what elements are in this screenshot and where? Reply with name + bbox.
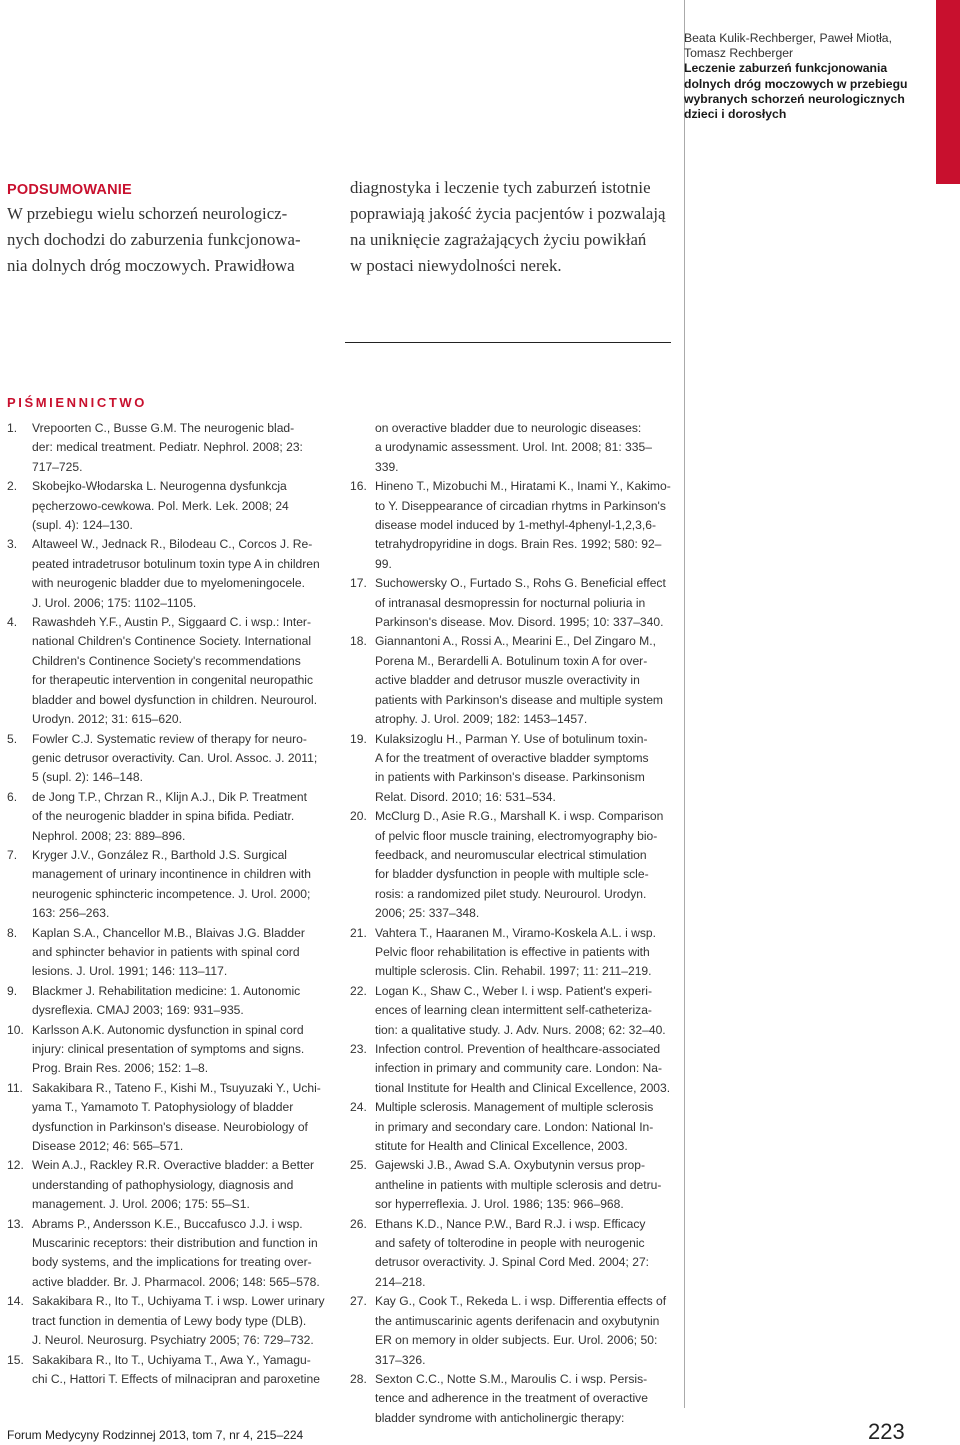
reference-text-line: Relat. Disord. 2010; 16: 531–534.	[375, 789, 556, 804]
reference-number: 17.	[350, 576, 367, 591]
header-title-line: dzieci i dorosłych	[684, 107, 787, 122]
reference-number: 4.	[7, 615, 18, 630]
summary-line: W przebiegu wielu schorzeń neurologicz-	[7, 204, 288, 223]
reference-text-line: multiple sclerosis. Clin. Rehabil. 1997; 11: 211–219.	[375, 964, 652, 979]
reference-text-line: Sakakibara R., Ito T., Uchiyama T., Awa Y., Yamagu-	[32, 1352, 311, 1367]
reference-text-line: peated intradetrusor botulinum toxin type A in children	[32, 556, 320, 571]
reference-number: 2.	[7, 479, 18, 494]
reference-text-line: Sakakibara R., Tateno F., Kishi M., Tsuyuzaki Y., Uchi-	[32, 1080, 321, 1095]
reference-text-line: 717–725.	[32, 459, 83, 474]
reference-text-line: Kay G., Cook T., Rekeda L. i wsp. Differentia effects of	[375, 1294, 667, 1309]
summary-heading: PODSUMOWANIE	[7, 182, 132, 198]
references-right-column	[350, 419, 672, 1428]
reference-number: 26.	[350, 1216, 367, 1231]
reference-number: 27.	[350, 1294, 367, 1309]
reference-text-line: detrusor overactivity. J. Spinal Cord Med. 2004; 27:	[375, 1255, 650, 1270]
reference-text-line: 317–326.	[375, 1352, 426, 1367]
reference-text-line: with neurogenic bladder due to myelomeningocele.	[32, 576, 305, 591]
reference-text-line: Hineno T., Mizobuchi M., Hiratami K., Inami Y., Kakimo-	[375, 479, 671, 494]
reference-text-line: and sphincter behavior in patients with spinal cord	[32, 944, 300, 959]
reference-text-line: in primary and secondary care. London: National In-	[375, 1119, 654, 1134]
reference-number: 16.	[350, 479, 367, 494]
reference-number: 6.	[7, 789, 18, 804]
reference-text-line: feedback, and neuromuscular electrical stimulation	[375, 847, 647, 862]
reference-text-line: management of urinary incontinence in children with	[32, 867, 311, 882]
reference-number: 23.	[350, 1042, 367, 1056]
reference-text-line: the antimuscarinic agents derifenacin and oxybutynin	[375, 1313, 660, 1328]
reference-item	[350, 1040, 672, 1098]
reference-text-line: of pelvic floor muscle training, electromyography bio-	[375, 828, 658, 843]
reference-text-line: injury: clinical presentation of symptoms and signs.	[32, 1042, 305, 1056]
reference-text-line: on overactive bladder due to neurologic diseases:	[375, 421, 642, 435]
reference-text-line: Kulaksizoglu H., Parman Y. Use of botulinum toxin-	[375, 731, 648, 746]
reference-text-line: Kaplan S.A., Chancellor M.B., Blaivas J.G. Bladder	[32, 925, 305, 940]
reference-text-line: tion: a qualitative study. J. Adv. Nurs. 2008; 62: 32–40.	[375, 1022, 666, 1037]
header-authors	[684, 31, 924, 61]
reference-text-line: of the neurogenic bladder in spina bifida. Pediatr.	[32, 809, 295, 824]
reference-item	[350, 1215, 672, 1293]
reference-number: 14.	[7, 1294, 24, 1309]
reference-text-line: in patients with Parkinson's disease. Parkinsonism	[375, 770, 645, 785]
reference-number: 11.	[7, 1080, 23, 1095]
reference-text-line: Wein A.J., Rackley R.R. Overactive bladder: a Better	[32, 1158, 315, 1173]
reference-text-line: Nephrol. 2008; 23: 889–896.	[32, 828, 186, 843]
reference-text-line: bladder and bowel dysfunction in children. Neurourol.	[32, 692, 318, 707]
reference-text-line: genic detrusor overactivity. Can. Urol. Assoc. J. 2011;	[32, 750, 318, 765]
summary-left-column	[7, 201, 330, 279]
summary-line: diagnostyka i leczenie tych zaburzeń istotnie	[350, 178, 651, 197]
reference-text-line: pęcherzowo-cewkowa. Pol. Merk. Lek. 2008; 24	[32, 498, 289, 513]
reference-number: 12.	[7, 1158, 24, 1173]
reference-text-line: tetrahydropyridine in dogs. Brain Res. 1992; 580: 92–99.	[375, 537, 662, 571]
reference-text-line: Parkinson's disease. Mov. Disord. 1995; 10: 337–340.	[375, 615, 664, 630]
reference-item	[7, 1215, 329, 1293]
column-rule	[684, 0, 685, 1408]
reference-text-line: der: medical treatment. Pediatr. Nephrol. 2008; 23:	[32, 440, 303, 455]
reference-number: 3.	[7, 537, 18, 552]
reference-text-line: J. Neurol. Neurosurg. Psychiatry 2005; 76: 729–732.	[32, 1333, 314, 1348]
reference-text-line: Gajewski J.B., Awad S.A. Oxybutynin versus prop-	[375, 1158, 645, 1173]
reference-number: 9.	[7, 983, 18, 998]
reference-text-line: and safety of tolterodine in people with neurogenic	[375, 1236, 645, 1251]
reference-text-line: management. J. Urol. 2006; 175: 55–S1.	[32, 1197, 250, 1212]
reference-item	[350, 632, 672, 729]
reference-number: 28.	[350, 1371, 367, 1386]
reference-text-line: Vahtera T., Haaranen M., Viramo-Koskela A.L. i wsp.	[375, 925, 656, 940]
reference-text-line: ences of learning clean intermittent self-catheteriza-	[375, 1003, 652, 1018]
reference-text-line: rosis: a randomized pilet study. Neurourol. Urodyn.	[375, 886, 647, 901]
reference-text-line: dysfunction in Parkinson's disease. Neurobiology of	[32, 1119, 308, 1134]
reference-text-line: Fowler C.J. Systematic review of therapy for neuro-	[32, 731, 307, 746]
reference-text-line: for bladder dysfunction in people with multiple scle-	[375, 867, 649, 882]
summary-right-column	[350, 175, 672, 279]
header-title-line: Leczenie zaburzeń funkcjonowania	[684, 61, 888, 76]
reference-item	[350, 924, 672, 982]
running-header	[684, 31, 924, 122]
reference-text-line: stitute for Health and Clinical Excellence, 2003.	[375, 1139, 628, 1154]
reference-item	[350, 574, 672, 632]
summary-line: poprawiają jakość życia pacjentów i pozwalają	[350, 204, 666, 223]
reference-text-line: national Children's Continence Society. International	[32, 634, 312, 649]
reference-text-line: atrophy. J. Urol. 2009; 182: 1453–1457.	[375, 712, 588, 727]
reference-item	[350, 419, 672, 477]
reference-text-line: body systems, and the implications for treating over-	[32, 1255, 312, 1270]
reference-text-line: ER on memory in older subjects. Eur. Urol. 2006; 50:	[375, 1333, 658, 1348]
reference-number: 8.	[7, 925, 18, 940]
reference-text-line: disease model induced by 1-methyl-4phenyl-1,2,3,6-	[375, 518, 657, 533]
reference-text-line: neurogenic sphincteric incompetence. J. Urol. 2000;	[32, 886, 311, 901]
reference-text-line: 5 (supl. 2): 146–148.	[32, 770, 143, 785]
footer-journal: Forum Medycyny Rodzinnej 2013, tom 7, nr 4, 215–224	[7, 1428, 304, 1442]
reference-text-line: Abrams P., Andersson K.E., Buccafusco J.J. i wsp.	[32, 1216, 303, 1231]
reference-text-line: Vrepoorten C., Busse G.M. The neurogenic blad-	[32, 421, 295, 435]
reference-number: 25.	[350, 1158, 367, 1173]
reference-text-line: Children's Continence Society's recommendations	[32, 653, 301, 668]
reference-text-line: Muscarinic receptors: their distribution and function in	[32, 1236, 318, 1251]
reference-text-line: yama T., Yamamoto T. Patophysiology of bladder	[32, 1100, 294, 1115]
reference-text-line: lesions. J. Urol. 1991; 146: 113–117.	[32, 964, 228, 979]
reference-number: 19.	[350, 731, 367, 746]
reference-number: 20.	[350, 809, 367, 824]
reference-item	[7, 477, 329, 535]
reference-item	[350, 1370, 672, 1428]
header-authors-line: Tomasz Rechberger	[684, 46, 794, 61]
reference-item	[350, 477, 672, 574]
reference-text-line: Urodyn. 2012; 31: 615–620.	[32, 712, 182, 727]
reference-text-line: tract function in dementia of Lewy body type (DLB).	[32, 1313, 307, 1328]
reference-text-line: Rawashdeh Y.F., Austin P., Siggaard C. i wsp.: Inter-	[32, 615, 311, 630]
reference-text-line: Kryger J.V., González R., Barthold J.S. Surgical	[32, 847, 287, 862]
reference-text-line: understanding of pathophysiology, diagnosis and	[32, 1177, 294, 1192]
reference-text-line: Pelvic floor rehabilitation is effective in patients with	[375, 944, 650, 959]
reference-item	[7, 1156, 329, 1214]
reference-text-line: Giannantoni A., Rossi A., Mearini E., Del Zingaro M.,	[375, 634, 656, 649]
reference-text-line: antheline in patients with multiple sclerosis and detru-	[375, 1177, 662, 1192]
reference-text-line: tence and adherence in the treatment of overactive	[375, 1391, 648, 1406]
reference-text-line: (supl. 4): 124–130.	[32, 518, 133, 533]
reference-text-line: Logan K., Shaw C., Weber I. i wsp. Patient's experi-	[375, 983, 653, 998]
summary-line: nych dochodzi do zaburzenia funkcjonowa-	[7, 230, 301, 249]
reference-item	[7, 1021, 329, 1079]
page-number: 223	[868, 1419, 905, 1444]
reference-item	[350, 982, 672, 1040]
reference-text-line: patients with Parkinson's disease and multiple system	[375, 692, 663, 707]
reference-item	[7, 924, 329, 982]
reference-text-line: of intranasal desmopressin for nocturnal poliuria in	[375, 595, 646, 610]
reference-item	[7, 846, 329, 924]
reference-number: 5.	[7, 731, 18, 746]
reference-item	[7, 613, 329, 729]
reference-text-line: de Jong T.P., Chrzan R., Klijn A.J., Dik P. Treatment	[32, 789, 307, 804]
reference-number: 7.	[7, 847, 18, 862]
reference-number: 22.	[350, 983, 367, 998]
reference-text-line: Multiple sclerosis. Management of multiple sclerosis	[375, 1100, 654, 1115]
reference-item	[350, 730, 672, 808]
reference-text-line: a urodynamic assessment. Urol. Int. 2008; 81: 335–339.	[375, 440, 652, 474]
reference-item	[7, 1351, 329, 1390]
reference-number: 15.	[7, 1352, 24, 1367]
reference-item	[7, 1292, 329, 1350]
references-left-column	[7, 419, 329, 1389]
reference-item	[7, 730, 329, 788]
reference-item	[7, 1079, 329, 1157]
reference-text-line: Blackmer J. Rehabilitation medicine: 1. Autonomic	[32, 983, 301, 998]
reference-item	[7, 535, 329, 613]
reference-text-line: active bladder and detrusor muszle overactivity in	[375, 673, 640, 688]
reference-text-line: McClurg D., Asie R.G., Marshall K. i wsp. Comparison	[375, 809, 664, 824]
reference-text-line: Suchowersky O., Furtado S., Rohs G. Beneficial effect	[375, 576, 666, 591]
reference-text-line: chi C., Hattori T. Effects of milnacipran and paroxetine	[32, 1371, 320, 1386]
reference-item	[7, 982, 329, 1021]
reference-item	[7, 788, 329, 846]
reference-text-line: active bladder. Br. J. Pharmacol. 2006; 148: 565–578.	[32, 1274, 320, 1289]
reference-text-line: sor hyperreflexia. J. Urol. 1986; 135: 966–968.	[375, 1197, 624, 1212]
reference-text-line: Disease 2012; 46: 565–571.	[32, 1139, 184, 1154]
reference-number: 10.	[7, 1022, 24, 1037]
reference-text-line: Sexton C.C., Notte S.M., Maroulis C. i wsp. Persis-	[375, 1371, 648, 1386]
references-heading: PIŚMIENNICTWO	[7, 395, 147, 410]
reference-number: 1.	[7, 421, 18, 435]
reference-text-line: to Y. Diseppearance of circadian rhytms in Parkinson's	[375, 498, 666, 513]
reference-text-line: Prog. Brain Res. 2006; 152: 1–8.	[32, 1061, 209, 1076]
header-authors-line: Beata Kulik-Rechberger, Paweł Miotła,	[684, 31, 892, 45]
reference-text-line: dysreflexia. CMAJ 2003; 169: 931–935.	[32, 1003, 244, 1018]
reference-item	[350, 807, 672, 923]
reference-text-line: infection in primary and community care. London: Na-	[375, 1061, 663, 1076]
reference-item	[350, 1156, 672, 1214]
reference-number: 24.	[350, 1100, 367, 1115]
header-title-line: wybranych schorzeń neurologicznych	[684, 91, 905, 106]
reference-number: 18.	[350, 634, 367, 649]
reference-item	[350, 1098, 672, 1156]
summary-line: w postaci niewydolności nerek.	[350, 256, 562, 275]
reference-text-line: Altaweel W., Jednack R., Bilodeau C., Corcos J. Re-	[32, 537, 313, 552]
section-divider	[345, 342, 671, 343]
reference-item	[7, 419, 329, 477]
reference-text-line: Karlsson A.K. Autonomic dysfunction in spinal cord	[32, 1022, 304, 1037]
summary-line: na uniknięcie zagrażających życiu powikłań	[350, 230, 647, 249]
header-title	[684, 61, 924, 122]
reference-text-line: 214–218.	[375, 1274, 426, 1289]
reference-number: 13.	[7, 1216, 24, 1231]
summary-line: nia dolnych dróg moczowych. Prawidłowa	[7, 256, 295, 275]
reference-text-line: for therapeutic intervention in congenital neuropathic	[32, 673, 314, 688]
reference-item	[350, 1292, 672, 1370]
reference-text-line: tional Institute for Health and Clinical Excellence, 2003.	[375, 1080, 671, 1095]
header-title-line: dolnych dróg moczowych w przebiegu	[684, 76, 908, 91]
reference-text-line: bladder syndrome with anticholinergic therapy:	[375, 1410, 625, 1425]
reference-number: 21.	[350, 925, 367, 940]
reference-text-line: A for the treatment of overactive bladder symptoms	[375, 750, 649, 765]
reference-text-line: 2006; 25: 337–348.	[375, 906, 480, 921]
reference-text-line: J. Urol. 2006; 175: 1102–1105.	[32, 595, 197, 610]
accent-bar	[936, 0, 960, 184]
reference-text-line: Porena M., Berardelli A. Botulinum toxin A for over-	[375, 653, 648, 668]
reference-text-line: Sakakibara R., Ito T., Uchiyama T. i wsp. Lower urinary	[32, 1294, 325, 1309]
reference-text-line: Ethans K.D., Nance P.W., Bard R.J. i wsp. Efficacy	[375, 1216, 646, 1231]
reference-text-line: 163: 256–263.	[32, 906, 110, 921]
reference-text-line: Skobejko-Włodarska L. Neurogenna dysfunkcja	[32, 479, 287, 494]
reference-text-line: Infection control. Prevention of healthcare-associated	[375, 1042, 661, 1056]
